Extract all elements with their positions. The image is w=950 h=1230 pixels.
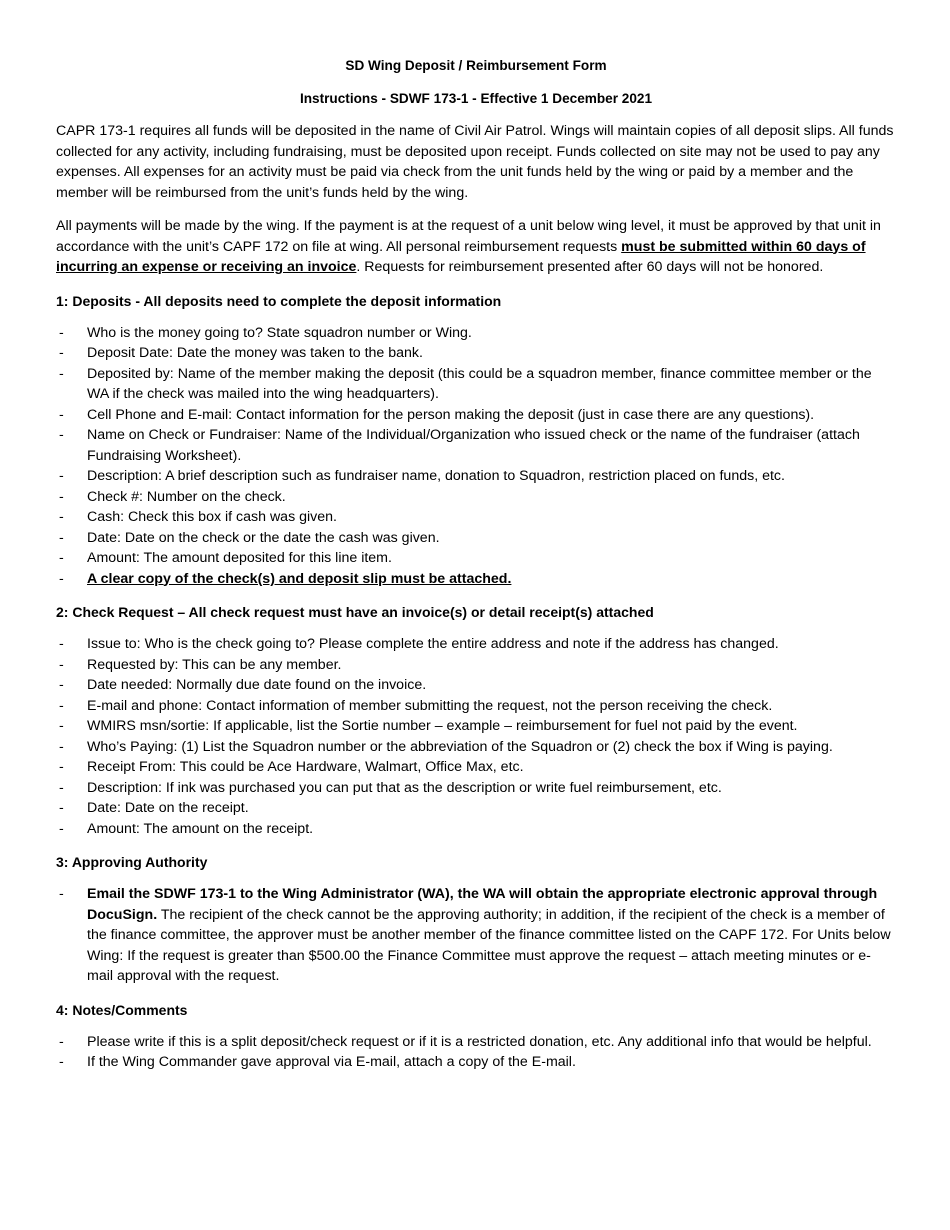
check-request-heading: 2: Check Request – All check request must have an invoice(s) or detail receipt(s) attached bbox=[56, 604, 654, 620]
approving-authority-heading: 3: Approving Authority bbox=[56, 854, 208, 870]
list-item bbox=[56, 528, 896, 549]
dash-bullet: - bbox=[59, 820, 64, 837]
approving-authority-list bbox=[56, 884, 896, 987]
deposits-heading: 1: Deposits - All deposits need to complete the deposit information bbox=[56, 292, 502, 309]
list-item-text: Who is the money going to? State squadron number or Wing. bbox=[87, 324, 472, 341]
dash-bullet: - bbox=[59, 550, 64, 566]
list-item-text: WMIRS msn/sortie: If applicable, list the Sortie number – example – reimbursement for fuel not paid by the event. bbox=[87, 718, 798, 734]
list-item bbox=[56, 757, 896, 778]
dash-bullet: - bbox=[59, 509, 64, 525]
dash-bullet: - bbox=[59, 488, 64, 505]
list-item bbox=[56, 323, 896, 344]
list-item bbox=[56, 364, 896, 405]
dash-bullet: - bbox=[59, 324, 64, 341]
list-item bbox=[56, 819, 896, 840]
notes-heading: 4: Notes/Comments bbox=[56, 1001, 188, 1018]
dash-bullet: - bbox=[59, 1054, 64, 1070]
dash-bullet: - bbox=[59, 406, 64, 423]
list-item bbox=[56, 466, 896, 487]
list-item-text: Who’s Paying: (1) List the Squadron number or the abbreviation of the Squadron or (2) check the box if Wing is paying. bbox=[87, 738, 833, 755]
list-item-text: Issue to: Who is the check going to? Please complete the entire address and note if the address has changed. bbox=[87, 636, 779, 652]
list-item-text: Deposit Date: Date the money was taken to the bank. bbox=[87, 345, 423, 361]
dash-bullet: - bbox=[59, 759, 64, 775]
dash-bullet: - bbox=[59, 529, 64, 546]
list-item-text: Receipt From: This could be Ace Hardware, Walmart, Office Max, etc. bbox=[87, 759, 524, 775]
list-item bbox=[56, 405, 896, 426]
payments-text-before: All payments will be made by the wing. If the payment is at the request of a unit below wing level, it must be approved by that unit in accordance with the unit’s CAPF 172 on file at wing. All personal reimbursement requests bbox=[56, 218, 881, 255]
dash-bullet: - bbox=[59, 468, 64, 484]
notes-list bbox=[56, 1032, 896, 1073]
payments-text-after: . Requests for reimbursement presented after 60 days will not be honored. bbox=[356, 259, 824, 275]
list-item bbox=[56, 1032, 896, 1053]
dash-bullet: - bbox=[59, 427, 64, 443]
dash-bullet: - bbox=[59, 570, 64, 587]
approval-instruction-text: The recipient of the check cannot be the approving authority; in addition, if the recipient of the check is a member of the finance committee, the approver must be another member of the finance committee listed on the CAPF 172. For Units below Wing: If the request is greater than $500.00 the Finance Committee must approve the request – attach meeting minutes or e-mail approval with the request. bbox=[87, 906, 891, 984]
list-item bbox=[56, 696, 896, 717]
list-item-text: Check #: Number on the check. bbox=[87, 488, 286, 505]
list-item bbox=[56, 798, 896, 819]
list-item bbox=[56, 737, 896, 758]
list-item bbox=[56, 507, 896, 528]
list-item-text: Deposited by: Name of the member making the deposit (this could be a squadron member, finance committee member or the WA if the check was mailed into the wing headquarters). bbox=[87, 365, 872, 402]
list-item-text: Cell Phone and E-mail: Contact information for the person making the deposit (just in case there are any questions). bbox=[87, 406, 815, 423]
dash-bullet: - bbox=[59, 1033, 64, 1050]
list-item bbox=[56, 634, 896, 655]
dash-bullet: - bbox=[59, 718, 64, 734]
list-item-text: Date: Date on the check or the date the cash was given. bbox=[87, 529, 440, 546]
list-item-text: E-mail and phone: Contact information of member submitting the request, not the person receiving the check. bbox=[87, 697, 773, 714]
list-item bbox=[56, 425, 896, 466]
list-item-text: If the Wing Commander gave approval via E-mail, attach a copy of the E-mail. bbox=[87, 1054, 576, 1070]
list-item-text: Name on Check or Fundraiser: Name of the Individual/Organization who issued check or the name of the fundraiser (attach Fundraising Worksheet). bbox=[87, 427, 860, 464]
list-item-text: Date: Date on the receipt. bbox=[87, 800, 249, 816]
dash-bullet: - bbox=[59, 677, 64, 693]
attachment-requirement-emphasis: A clear copy of the check(s) and deposit slip must be attached. bbox=[87, 570, 512, 587]
payments-paragraph bbox=[56, 216, 896, 278]
approval-instruction-emphasis: Email the SDWF 173-1 to the Wing Administrator (WA), the WA will obtain the appropriate electronic approval through DocuSign. bbox=[87, 886, 878, 923]
list-item bbox=[56, 778, 896, 799]
dash-bullet: - bbox=[59, 345, 64, 361]
list-item bbox=[56, 716, 896, 737]
list-item bbox=[56, 487, 896, 508]
dash-bullet: - bbox=[59, 636, 64, 652]
list-item-text: Description: A brief description such as fundraiser name, donation to Squadron, restriction placed on funds, etc. bbox=[87, 468, 785, 484]
list-item-text: Date needed: Normally due date found on the invoice. bbox=[87, 677, 427, 693]
dash-bullet: - bbox=[59, 779, 64, 796]
list-item bbox=[56, 655, 896, 676]
list-item bbox=[56, 1052, 896, 1073]
list-item bbox=[56, 569, 896, 590]
dash-bullet: - bbox=[59, 800, 64, 816]
dash-bullet: - bbox=[59, 697, 64, 714]
list-item bbox=[56, 548, 896, 569]
dash-bullet: - bbox=[59, 365, 64, 382]
dash-bullet: - bbox=[59, 656, 64, 673]
list-item bbox=[56, 884, 896, 987]
list-item-text: Description: If ink was purchased you can put that as the description or write fuel reimbursement, etc. bbox=[87, 779, 722, 796]
dash-bullet: - bbox=[59, 886, 64, 902]
list-item-text: Amount: The amount on the receipt. bbox=[87, 820, 314, 837]
document-subtitle: Instructions - SDWF 173-1 - Effective 1 December 2021 bbox=[299, 91, 653, 106]
deposits-list bbox=[56, 323, 896, 590]
list-item bbox=[56, 675, 896, 696]
list-item-text: Requested by: This can be any member. bbox=[87, 656, 342, 673]
intro-paragraph: CAPR 173-1 requires all funds will be deposited in the name of Civil Air Patrol. Wings will maintain copies of all deposit slips. All funds collected for any activity, including fundraising, must be deposited upon receipt. Funds collected on site may not be used to pay any expenses. All expenses for an activity must be paid via check from the unit funds held by the wing or paid by a member and the member will be reimbursed from the unit’s funds held by the wing. bbox=[56, 123, 894, 201]
list-item-text: Amount: The amount deposited for this line item. bbox=[87, 550, 392, 566]
payments-deadline-emphasis: must be submitted within 60 days of incurring an expense or receiving an invoice bbox=[56, 238, 866, 275]
check-request-list bbox=[56, 634, 896, 839]
list-item-text: Cash: Check this box if cash was given. bbox=[87, 509, 337, 525]
dash-bullet: - bbox=[59, 738, 64, 755]
list-item-text: Please write if this is a split deposit/check request or if it is a restricted donation, etc. Any additional info that would be helpful. bbox=[87, 1033, 872, 1050]
list-item bbox=[56, 343, 896, 364]
document-title: SD Wing Deposit / Reimbursement Form bbox=[345, 58, 607, 73]
document-page bbox=[56, 56, 896, 1086]
